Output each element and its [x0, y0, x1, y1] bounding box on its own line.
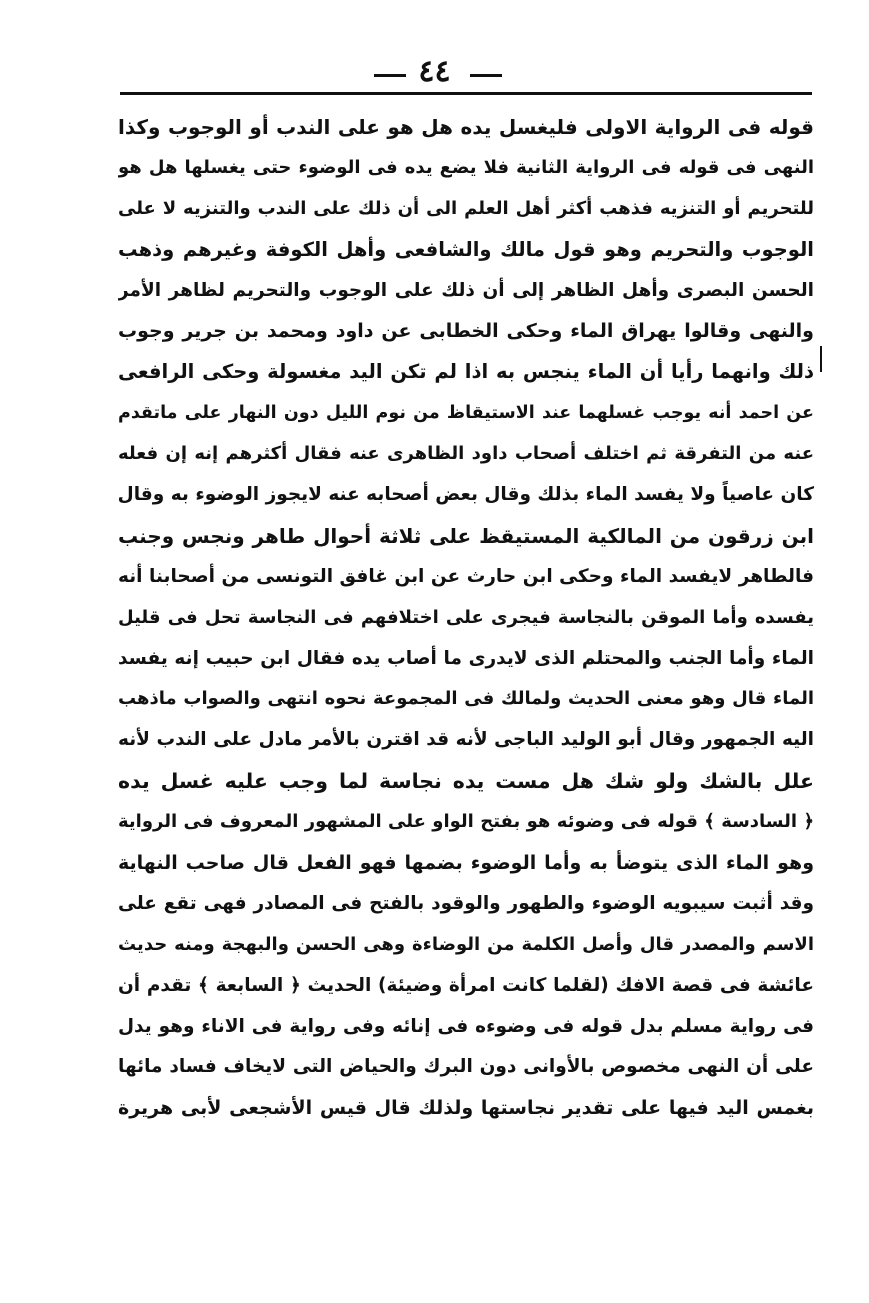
- text-line: علل بالشك ولو شك هل مست يده نجاسة لما وجب عليه غسل يده: [118, 769, 814, 794]
- text-line: وهو الماء الذى يتوضأ به وأما الوضوء بضمها فهو الفعل قال صاحب النهاية: [118, 852, 814, 875]
- text-line: عن احمد أنه يوجب غسلهما عند الاستيقاظ من نوم الليل دون النهار على ماتقدم: [118, 403, 814, 424]
- text-line: عنه من التفرقة ثم اختلف أصحاب داود الظاهرى عنه فقال أكثرهم إنه إن فعله: [118, 443, 814, 465]
- text-line: ﴿ السادسة ﴾ قوله فى وضوئه هو بفتح الواو على المشهور المعروف فى الرواية: [118, 811, 814, 833]
- text-line: الوجوب والتحريم وهو قول مالك والشافعى وأهل الكوفة وغيرهم وذهب: [118, 237, 814, 261]
- text-line: الحسن البصرى وأهل الظاهر إلى أن ذلك على الوجوب والتحريم لظاهر الأمر: [118, 279, 814, 301]
- body-text: [118, 107, 814, 1129]
- text-line: يفسده وأما الموقن بالنجاسة فيجرى على اختلافهم فى النجاسة تحل فى قليل: [118, 606, 814, 628]
- margin-mark: [820, 346, 822, 372]
- text-line: ابن زرقون من المالكية المستيقظ على ثلاثة أحوال طاهر ونجس وجنب: [118, 523, 814, 548]
- text-line: النهى فى قوله فى الرواية الثانية فلا يضع يده فى الوضوء حتى يغسلها هل هو: [118, 156, 814, 178]
- text-line: الاسم والمصدر قال وأصل الكلمة من الوضاءة وهى الحسن والبهجة ومنه حديث: [118, 933, 814, 955]
- header-rule: [120, 92, 812, 95]
- page-header: [0, 52, 869, 92]
- text-line: قوله فى الرواية الاولى فليغسل يده هل هو على الندب أو الوجوب وكذا: [118, 115, 814, 139]
- page-number: ٤٤: [418, 54, 451, 89]
- text-line: بغمس اليد فيها على تقدير نجاستها ولذلك قال قيس الأشجعى لأبى هريرة: [118, 1097, 814, 1120]
- text-line: فى رواية مسلم بدل قوله فى وضوءه فى إنائه وفى رواية فى الاناء وهو يدل: [118, 1015, 814, 1037]
- text-line: وقد أثبت سيبويه الوضوء والطهور والوقود بالفتح فى المصادر فهى تقع على: [118, 892, 814, 914]
- text-line: على أن النهى مخصوص بالأوانى دون البرك والحياض التى لايخاف فساد مائها: [118, 1056, 814, 1078]
- text-line: الماء قال وهو معنى الحديث ولمالك فى المجموعة نحوه انتهى والصواب ماذهب: [118, 688, 814, 710]
- text-line: كان عاصياً ولا يفسد الماء بذلك وقال بعض أصحابه عنه لايجوز الوضوء به وقال: [118, 484, 814, 506]
- text-line: اليه الجمهور وقال أبو الوليد الباجى لأنه قد اقترن بالأمر مادل على الندب لأنه: [118, 729, 814, 751]
- text-line: ذلك وانهما رأيا أن الماء ينجس به اذا لم تكن اليد مغسولة وحكى الرافعى: [118, 360, 814, 384]
- text-line: فالطاهر لايفسد الماء وحكى ابن حارث عن ابن غافق التونسى من أصحابنا أنه: [118, 565, 814, 587]
- text-line: والنهى وقالوا يهراق الماء وحكى الخطابى عن داود ومحمد بن جرير وجوب: [118, 320, 814, 343]
- text-line: عائشة فى قصة الافك (لقلما كانت امرأة وضيئة) الحديث ﴿ السابعة ﴾ تقدم أن: [118, 974, 814, 996]
- text-line: للتحريم أو التنزيه فذهب أكثر أهل العلم الى أن ذلك على الندب والتنزيه لا على: [118, 197, 814, 219]
- text-line: الماء وأما الجنب والمحتلم الذى لايدرى ما أصاب يده فقال ابن حبيب إنه يفسد: [118, 647, 814, 669]
- header-dash-right: [470, 74, 502, 77]
